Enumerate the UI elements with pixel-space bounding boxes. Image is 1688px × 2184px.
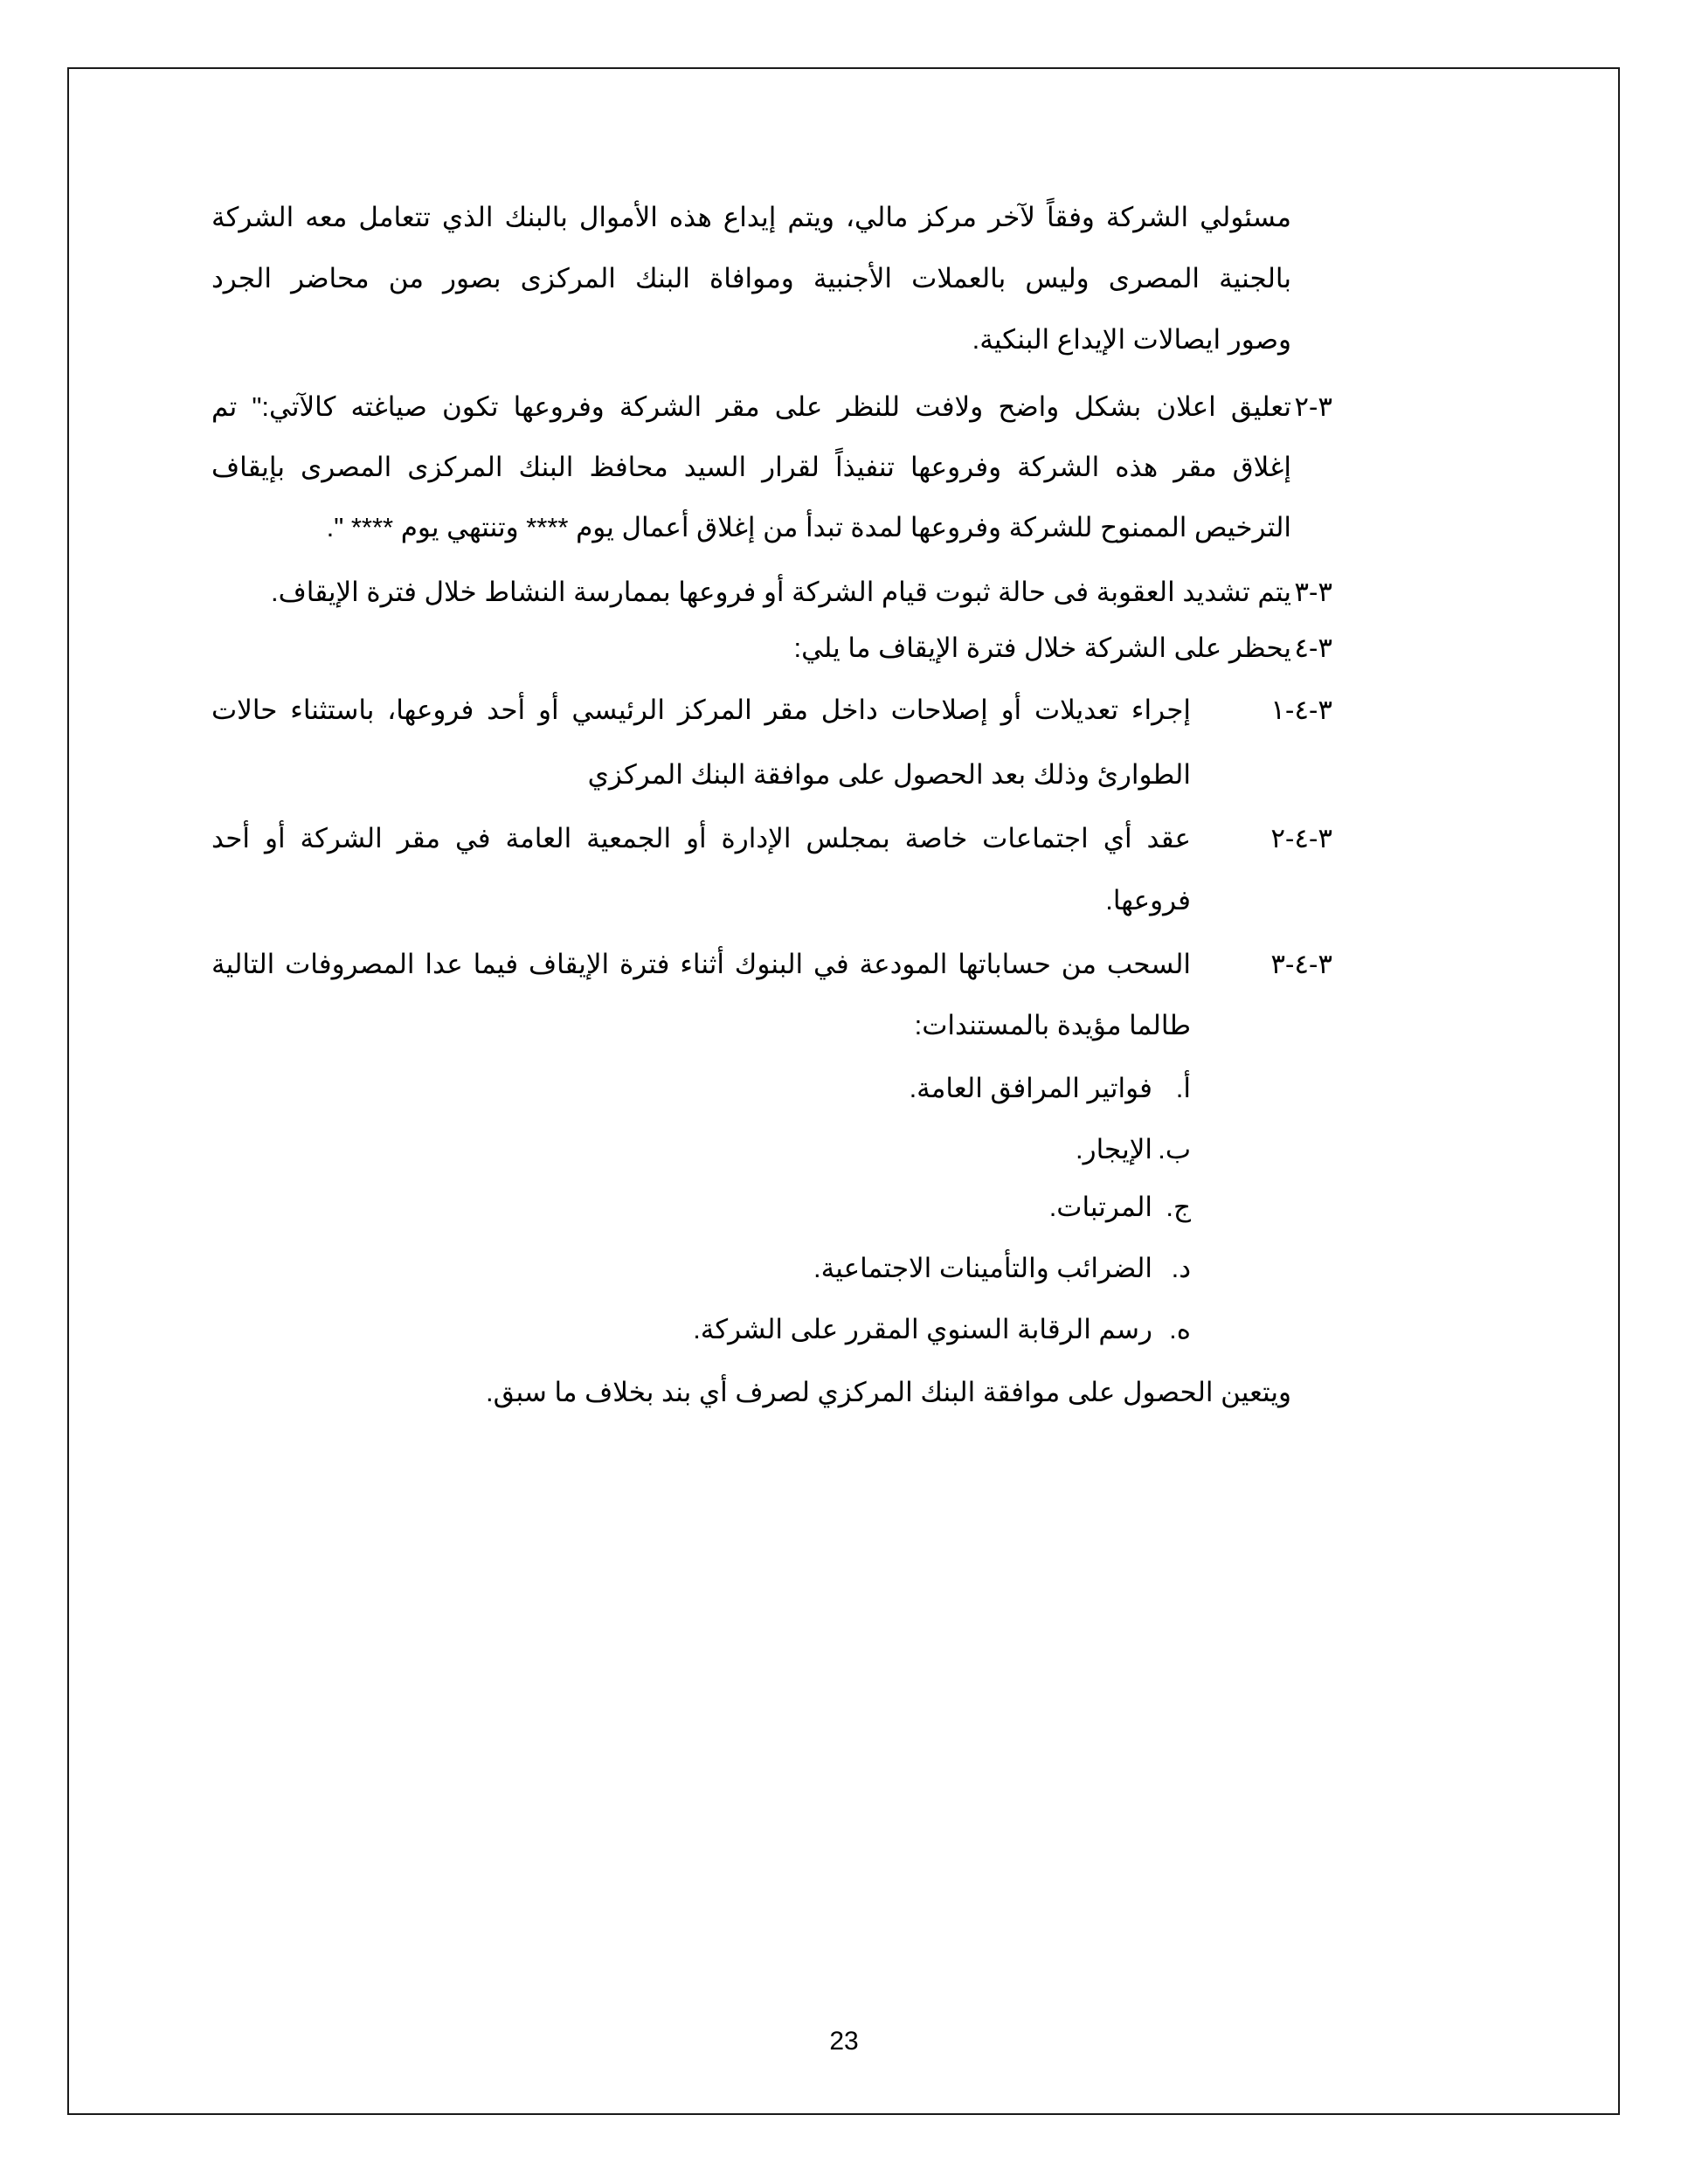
clause-line: الترخيص الممنوح للشركة وفروعها لمدة تبدأ من إغلاق أعمال يوم **** وتنتهي يوم **** ". [326,512,1291,543]
sub-clause-line: السحب من حساباتها المودعة في البنوك أثناء فترة الإيقاف فيما عدا المصروفات التالية [211,949,1191,979]
list-item: الإيجار. [1076,1134,1152,1165]
list-marker: ه. [1169,1314,1191,1344]
list-item: رسم الرقابة السنوي المقرر على الشركة. [693,1314,1152,1344]
sub-clause-line: طالما مؤيدة بالمستندات: [914,1010,1191,1040]
clause-line: تعليق اعلان بشكل واضح ولافت للنظر على مقر الشركة وفروعها تكون صياغته كالآتي:" تم [211,391,1291,422]
list-marker: ج. [1166,1192,1191,1222]
clause-number: ٣-٢ [1294,391,1332,422]
list-item: المرتبات. [1048,1192,1152,1222]
intro-line: مسئولي الشركة وفقاً لآخر مركز مالي، ويتم إيداع هذه الأموال بالبنك الذي تتعامل معه الشركة [211,202,1291,232]
intro-line: وصور ايصالات الإيداع البنكية. [972,324,1291,355]
list-marker: د. [1171,1253,1191,1283]
clause-line: يحظر على الشركة خلال فترة الإيقاف ما يلي: [793,632,1291,663]
clause-number: ٣-٤ [1294,632,1332,663]
list-marker: أ. [1175,1073,1191,1103]
list-item: فواتير المرافق العامة. [909,1073,1152,1103]
page-number: 23 [829,2027,859,2056]
sub-clause-number: ٣-٤-١ [1270,695,1332,725]
sub-clause-number: ٣-٤-٣ [1270,949,1332,979]
list-item: الضرائب والتأمينات الاجتماعية. [813,1253,1152,1283]
list-marker: ب. [1158,1134,1191,1165]
sub-clause-line: الطوارئ وذلك بعد الحصول على موافقة البنك المركزي [587,759,1191,790]
clause-line: يتم تشديد العقوبة فى حالة ثبوت قيام الشركة أو فروعها بممارسة النشاط خلال فترة الإيقاف. [271,577,1291,607]
closing-line: ويتعين الحصول على موافقة البنك المركزي لصرف أي بند بخلاف ما سبق. [486,1377,1291,1407]
sub-clause-number: ٣-٤-٢ [1270,823,1332,854]
clause-number: ٣-٣ [1294,577,1332,607]
sub-clause-line: عقد أي اجتماعات خاصة بمجلس الإدارة أو الجمعية العامة في مقر الشركة أو أحد [211,823,1191,854]
sub-clause-line: إجراء تعديلات أو إصلاحات داخل مقر المركز الرئيسي أو أحد فروعها، باستثناء حالات [211,695,1191,725]
intro-line: بالجنية المصرى وليس بالعملات الأجنبية وموافاة البنك المركزى بصور من محاضر الجرد [211,263,1291,294]
sub-clause-line: فروعها. [1105,885,1191,916]
clause-line: إغلاق مقر هذه الشركة وفروعها تنفيذاً لقرار السيد محافظ البنك المركزى المصرى بإيقاف [211,452,1291,482]
